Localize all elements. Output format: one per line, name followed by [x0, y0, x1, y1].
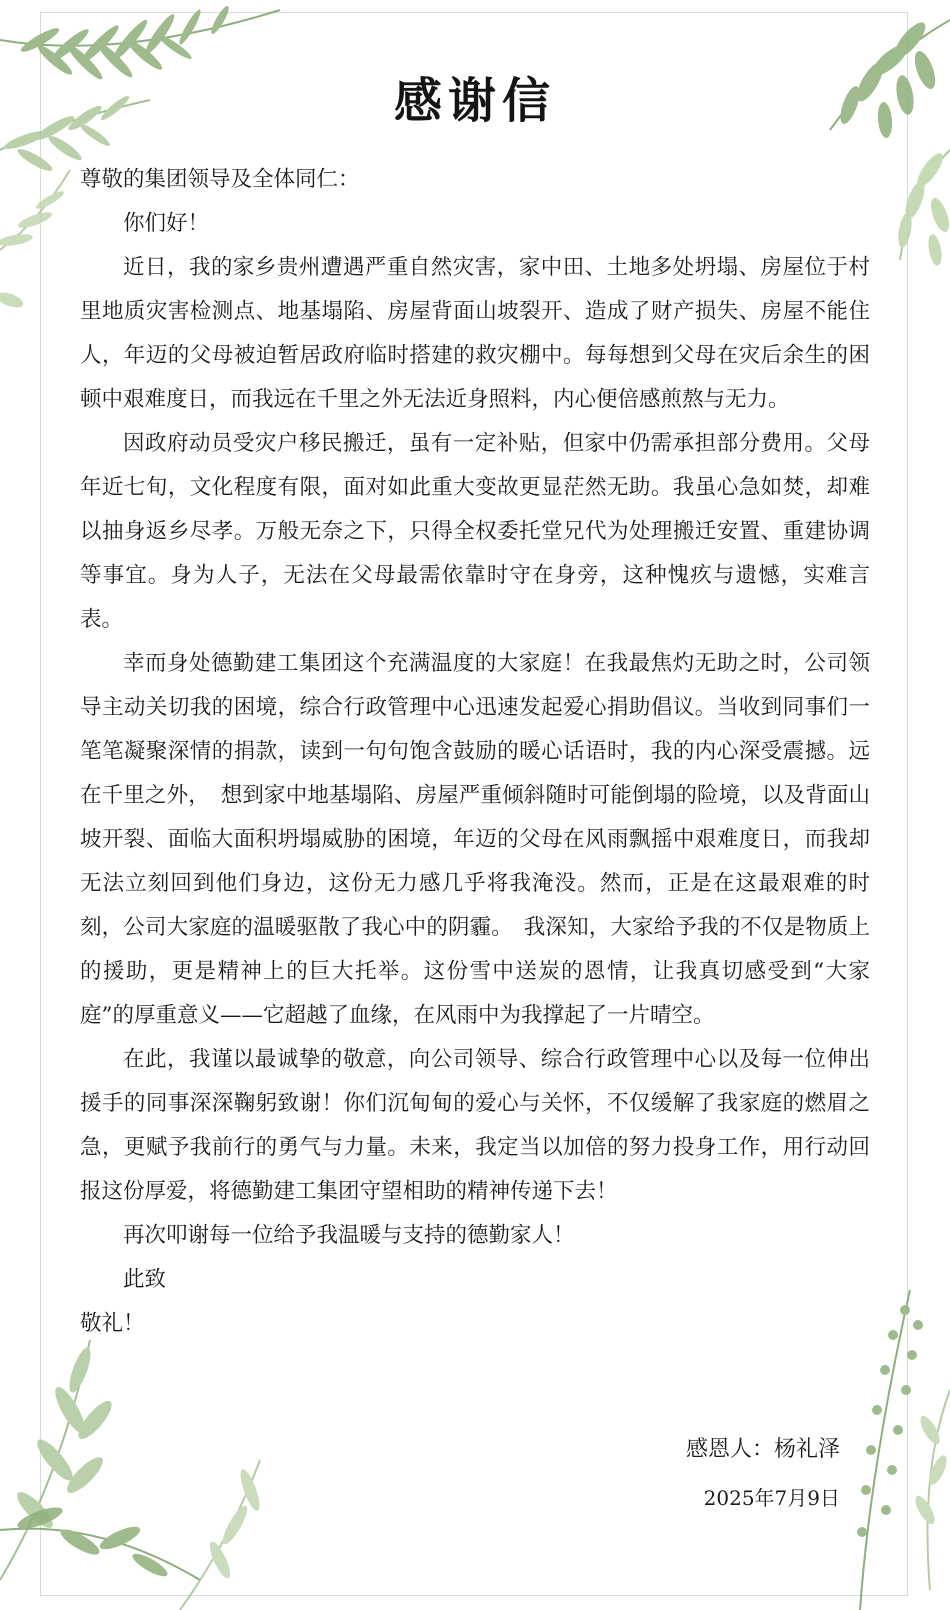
greeting: 你们好！: [123, 211, 210, 236]
signature: 感恩人：杨礼泽: [685, 1437, 840, 1462]
salutation: 尊敬的集团领导及全体同仁：: [80, 167, 360, 192]
closing-jing-li: 敬礼！: [80, 1311, 145, 1336]
paragraph-2: 因政府动员受灾户移民搬迁，虽有一定补贴，但家中仍需承担部分费用。父母年近七旬，文化程度有限，面对如此重大变故更显茫然无助。我虽心急如焚，却难以抽身返乡尽孝。万般无奈之下，只得全权委托堂兄代为处理搬迁安置、重建协调等事宜。身为人子，无法在父母最需依靠时守在身旁，这种愧疚与遗憾，实难言表。: [80, 431, 870, 632]
letter-date: 2025年7月9日: [703, 1486, 840, 1510]
paragraph-4: 在此，我谨以最诚挚的敬意，向公司领导、综合行政管理中心以及每一位伸出援手的同事深深鞠躬致谢！你们沉甸甸的爱心与关怀，不仅缓解了我家庭的燃眉之急，更赋予我前行的勇气与力量。未来，我定当以加倍的努力投身工作，用行动回报这份厚爱，将德勤建工集团守望相助的精神传递下去！: [80, 1047, 870, 1204]
paragraph-1: 近日，我的家乡贵州遭遇严重自然灾害，家中田、土地多处坍塌、房屋位于村里地质灾害检测点、地基塌陷、房屋背面山坡裂开、造成了财产损失、房屋不能住人，年迈的父母被迫暂居政府临时搭建的救灾棚中。每每想到父母在灾后余生的困顿中艰难度日，而我远在千里之外无法近身照料，内心便倍感煎熬与无力。: [80, 255, 870, 412]
letter-body: [80, 158, 870, 1346]
letter-title: 感谢信: [393, 73, 556, 129]
closing-ci-zhi: 此致: [123, 1267, 167, 1292]
paragraph-3: 幸而身处德勤建工集团这个充满温度的大家庭！在我最焦灼无助之时，公司领导主动关切我的困境，综合行政管理中心迅速发起爱心捐助倡议。当收到同事们一笔笔凝聚深情的捐款，读到一句句饱含鼓励的暖心话语时，我的内心深受震撼。远在千里之外， 想到家中地基塌陷、房屋严重倾斜随时可能倒塌的险境，以及背面山坡开裂、面临大面积坍塌威胁的困境，年迈的父母在风雨飘摇中艰难度日，而我却无法立刻回到他们身边，这份无力感几乎将我淹没。然而，正是在这最艰难的时刻，公司大家庭的温暖驱散了我心中的阴霾。 我深知，大家给予我的不仅是物质上的援助，更是精神上的巨大托举。这份雪中送炭的恩情，让我真切感受到“大家庭”的厚重意义——它超越了血缘，在风雨中为我撑起了一片晴空。: [80, 651, 870, 1028]
paragraph-5: 再次叩谢每一位给予我温暖与支持的德勤家人！: [123, 1223, 575, 1248]
